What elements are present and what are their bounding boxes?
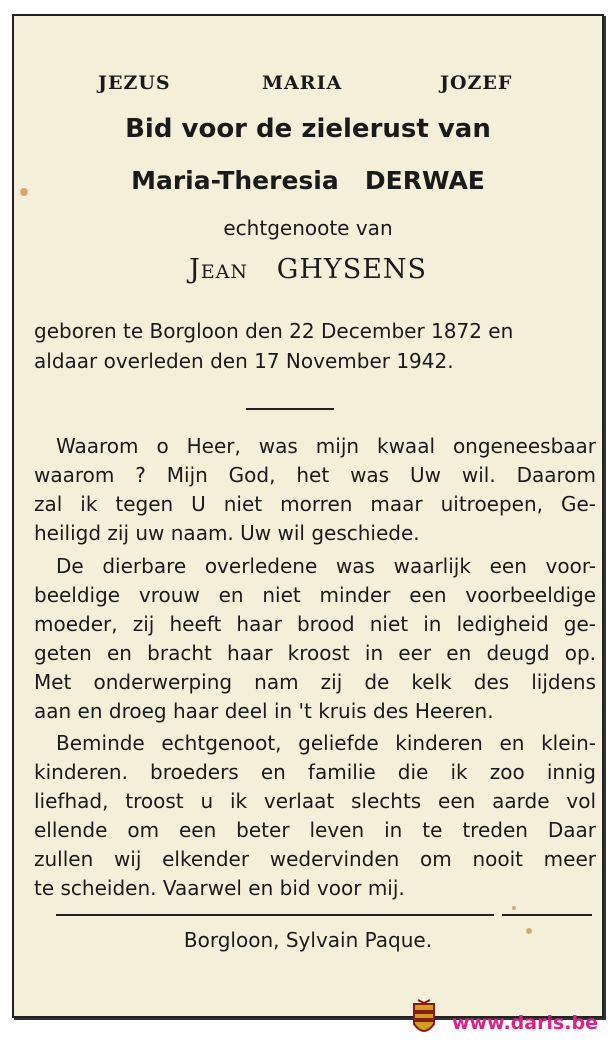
deceased-last-name: DERWAE xyxy=(364,166,485,195)
prayer-title: Bid voor de zielerust van xyxy=(125,114,491,144)
text-line: te scheiden. Vaarwel en bid voor mij. xyxy=(34,876,405,900)
birth-line: geboren te Borgloon den 22 December 1872 en xyxy=(34,319,514,343)
memorial-card xyxy=(12,14,604,1018)
text-line: zullen wij elkender wedervinden om nooit meer xyxy=(34,847,596,871)
divider-short xyxy=(246,408,334,410)
deceased-first-name: Maria-Theresia xyxy=(131,166,339,195)
text-line: geten en bracht haar kroost in eer en deugd op. xyxy=(34,641,596,665)
text-line: Met onderwerping nam zij de kelk des lijdens xyxy=(34,670,596,694)
divider-right xyxy=(502,914,592,916)
watermark-link[interactable]: www.daris.be xyxy=(452,1012,598,1034)
deceased-name xyxy=(14,166,602,195)
paragraph-farewell xyxy=(34,729,596,903)
spouse-label: echtgenoote van xyxy=(223,216,393,240)
text-line: waarom ? Mijn God, het was Uw wil. Daarom xyxy=(34,463,596,487)
paragraph-tribute xyxy=(34,552,596,726)
text-line: liefhad, troost u ik verlaat slechts een aarde vol xyxy=(34,789,596,813)
spouse-last-name: GHYSENS xyxy=(276,254,428,285)
text-line: beeldige vrouw en niet minder een voorbeeldige xyxy=(34,583,596,607)
spouse-first-name: Jean xyxy=(188,254,248,285)
stain-mark xyxy=(512,906,516,910)
text-line: kinderen. broeders en familie die ik zoo innig xyxy=(34,760,596,784)
printer-credit: Borgloon, Sylvain Paque. xyxy=(183,928,433,952)
text-line: zal ik tegen U niet morren maar uitroepen, Ge- xyxy=(34,492,596,516)
birth-death-info xyxy=(34,316,594,376)
text-line: Waarom o Heer, was mijn kwaal ongeneesbaar xyxy=(56,434,596,458)
spouse-name xyxy=(14,254,602,285)
name-jozef: JOZEF xyxy=(440,72,513,94)
divider-long xyxy=(56,914,494,916)
coat-of-arms-logo-icon xyxy=(410,998,438,1040)
death-line: aldaar overleden den 17 November 1942. xyxy=(34,349,454,373)
text-line: ellende om een beter leven in te treden Daar xyxy=(34,818,596,842)
text-line: De dierbare overledene was waarlijk een voor- xyxy=(56,554,596,578)
text-line: heiligd zij uw naam. Uw wil geschiede. xyxy=(34,521,420,545)
paragraph-prayer xyxy=(34,432,596,548)
stain-mark xyxy=(20,188,28,196)
name-jezus: JEZUS xyxy=(98,72,171,94)
stain-mark xyxy=(526,928,532,934)
name-maria: MARIA xyxy=(262,72,343,94)
text-line: Beminde echtgenoot, geliefde kinderen en klein- xyxy=(56,731,596,755)
text-line: moeder, zij heeft haar brood niet in ledigheid ge- xyxy=(34,612,596,636)
text-line: aan en droeg haar deel in 't kruis des Heeren. xyxy=(34,699,494,723)
